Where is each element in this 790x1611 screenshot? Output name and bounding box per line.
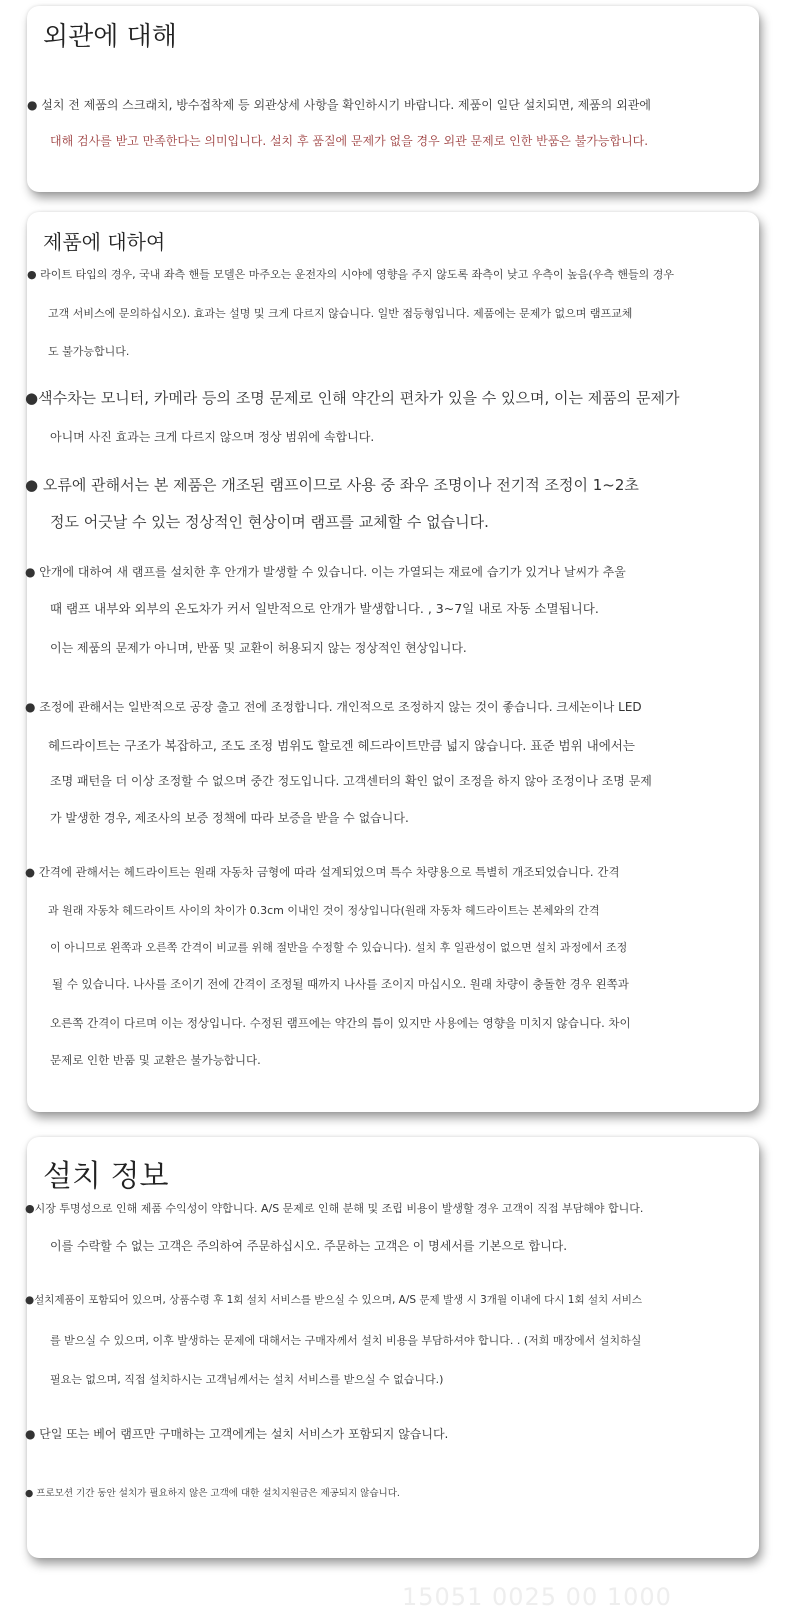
section-product: [27, 212, 759, 1112]
text-line: ● 조정에 관해서는 일반적으로 공장 출고 전에 조정합니다. 개인적으로 조정하지 않는 것이 좋습니다. 크세논이나 LED: [25, 700, 642, 714]
watermark-text: 15051 0025 00 1000: [402, 1583, 672, 1611]
text-line: 고객 서비스에 문의하십시오). 효과는 설명 및 크게 다르지 않습니다. 일반 점등형입니다. 제품에는 문제가 없으며 램프교체: [48, 307, 633, 320]
text-line: 필요는 없으며, 직접 설치하시는 고객님께서는 설치 서비스를 받으실 수 없습니다.): [50, 1373, 444, 1386]
text-line: ● 설치 전 제품의 스크래치, 방수접착제 등 외관상세 사항을 확인하시기 바랍니다. 제품이 일단 설치되면, 제품의 외관에: [27, 98, 651, 112]
text-line: 때 램프 내부와 외부의 온도차가 커서 일반적으로 안개가 발생합니다. , 3~7일 내로 자동 소멸됩니다.: [50, 601, 599, 616]
section-title: 제품에 대하여: [43, 230, 166, 254]
text-line: 오른쪽 간격이 다르며 이는 정상입니다. 수정된 램프에는 약간의 틈이 있지만 사용에는 영향을 미치지 않습니다. 차이: [50, 1016, 631, 1030]
text-line: ● 라이트 타입의 경우, 국내 좌측 핸들 모델은 마주오는 운전자의 시야에 영향을 주지 않도록 좌측이 낮고 우측이 높음(우측 핸들의 경우: [27, 268, 674, 281]
text-line: ● 오류에 관해서는 본 제품은 개조된 램프이므로 사용 중 좌우 조명이나 전기적 조정이 1~2초: [25, 476, 639, 494]
section-appearance: [27, 6, 759, 192]
text-line: ● 안개에 대하여 새 램프를 설치한 후 안개가 발생할 수 있습니다. 이는 가열되는 재료에 습기가 있거나 날씨가 추울: [25, 565, 626, 579]
text-line: 이 아니므로 왼쪽과 오른쪽 간격이 비교를 위해 절반을 수정할 수 있습니다). 설치 후 일관성이 없으면 설치 과정에서 조정: [50, 941, 628, 954]
text-line: ● 프로모션 기간 동안 설치가 필요하지 않은 고객에 대한 설치지원금은 제공되지 않습니다.: [25, 1488, 400, 1499]
text-line: 조명 패턴을 더 이상 조정할 수 없으며 중간 정도입니다. 고객센터의 확인 없이 조정을 하지 않아 조정이나 조명 문제: [50, 774, 652, 788]
text-line: 이는 제품의 문제가 아니며, 반품 및 교환이 허용되지 않는 정상적인 현상입니다.: [50, 641, 467, 655]
text-line: 대해 검사를 받고 만족한다는 의미입니다. 설치 후 품질에 문제가 없을 경우 외관 문제로 인한 반품은 불가능합니다.: [50, 134, 649, 148]
text-line: ● 간격에 관해서는 헤드라이트는 원래 자동차 금형에 따라 설계되었으며 특수 차량용으로 특별히 개조되었습니다. 간격: [25, 865, 620, 879]
text-line: ●설치제품이 포함되어 있으며, 상품수령 후 1회 설치 서비스를 받으실 수 있으며, A/S 문제 발생 시 3개월 이내에 다시 1회 설치 서비스: [25, 1294, 643, 1306]
text-line: 정도 어긋날 수 있는 정상적인 현상이며 램프를 교체할 수 없습니다.: [50, 513, 489, 531]
text-line: 될 수 있습니다. 나사를 조이기 전에 간격이 조정될 때까지 나사를 조이지 마십시오. 원래 차량이 충돌한 경우 왼쪽과: [52, 977, 629, 991]
section-installation: [27, 1137, 759, 1558]
text-line: 문제로 인한 반품 및 교환은 불가능합니다.: [50, 1053, 261, 1067]
text-line: ● 단일 또는 베어 램프만 구매하는 고객에게는 설치 서비스가 포함되지 않습니다.: [25, 1427, 449, 1441]
text-line: 를 받으실 수 있으며, 이후 발생하는 문제에 대해서는 구매자께서 설치 비용을 부담하셔야 합니다. . (저희 매장에서 설치하실: [50, 1334, 642, 1347]
section-title: 외관에 대해: [43, 22, 177, 52]
text-line: 도 불가능합니다.: [48, 345, 130, 358]
section-title: 설치 정보: [43, 1159, 169, 1194]
text-line: 과 원래 자동차 헤드라이트 사이의 차이가 0.3cm 이내인 것이 정상입니다(원래 자동차 헤드라이트는 본체와의 간격: [48, 904, 600, 917]
text-line: 헤드라이트는 구조가 복잡하고, 조도 조정 범위도 할로겐 헤드라이트만큼 넓지 않습니다. 표준 범위 내에서는: [48, 738, 635, 753]
text-line: ●시장 투명성으로 인해 제품 수익성이 약합니다. A/S 문제로 인해 분해 및 조립 비용이 발생할 경우 고객이 직접 부담해야 합니다.: [25, 1202, 644, 1215]
text-line: 이를 수락할 수 없는 고객은 주의하여 주문하십시오. 주문하는 고객은 이 명세서를 기본으로 합니다.: [50, 1239, 568, 1253]
text-line: 가 발생한 경우, 제조사의 보증 정책에 따라 보증을 받을 수 없습니다.: [50, 811, 409, 825]
text-line: ●색수차는 모니터, 카메라 등의 조명 문제로 인해 약간의 편차가 있을 수 있으며, 이는 제품의 문제가: [25, 389, 680, 407]
text-line: 아니며 사진 효과는 크게 다르지 않으며 정상 범위에 속합니다.: [50, 430, 375, 444]
